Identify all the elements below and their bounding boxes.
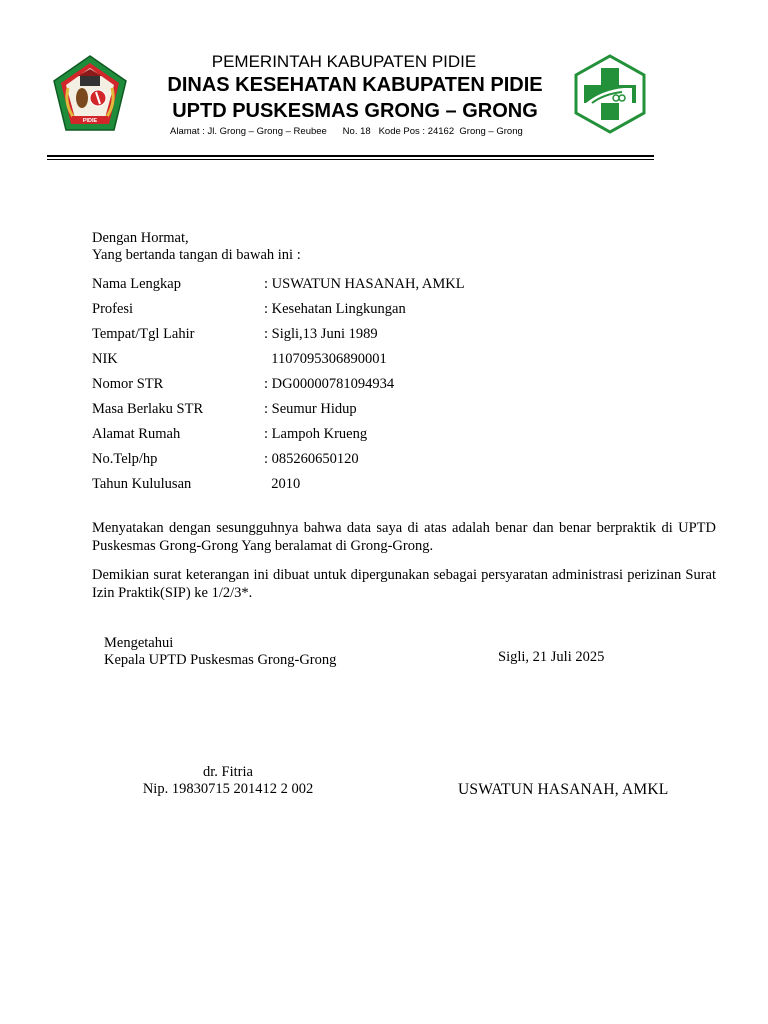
head-name: dr. Fitria [203, 764, 253, 780]
acknowledged-label: Mengetahui [104, 635, 174, 651]
field-value: : 085260650120 [264, 451, 359, 467]
field-label: Tahun Kululusan [92, 476, 192, 492]
field-value: : Seumur Hidup [264, 401, 357, 417]
field-value: 1107095306890001 [264, 351, 387, 367]
letterhead-divider-thick [47, 155, 654, 157]
government-title: PEMERINTAH KABUPATEN PIDIE [211, 52, 477, 71]
field-label: NIK [92, 351, 118, 367]
field-label: Nama Lengkap [92, 276, 181, 292]
salutation [92, 230, 301, 264]
head-nip: Nip. 19830715 201412 2 002 [142, 781, 314, 797]
field-label: No.Telp/hp [92, 451, 158, 467]
statement-paragraph: Menyatakan dengan sesungguhnya bahwa data saya di atas adalah benar dan benar berpraktik di UPTD Puskesmas Grong-Grong Yang beralamat di Grong-Grong. [92, 520, 716, 554]
field-value: 2010 [264, 476, 301, 492]
field-label: Masa Berlaku STR [92, 401, 204, 417]
purpose-paragraph: Demikian surat keterangan ini dibuat untuk dipergunakan sebagai persyaratan administrasi perizinan Surat Izin Praktik(SIP) ke 1/2/3*. [92, 567, 716, 601]
crest-banner-text: PIDIE [82, 117, 98, 124]
clinic-title: UPTD PUSKESMAS GRONG – GRONG [172, 100, 538, 122]
field-value: : Sigli,13 Juni 1989 [264, 326, 378, 342]
head-position: Kepala UPTD Puskesmas Grong-Grong [104, 652, 337, 668]
department-title: DINAS KESEHATAN KABUPATEN PIDIE [167, 74, 543, 96]
field-value: : DG00000781094934 [264, 376, 395, 392]
field-label: Profesi [92, 301, 134, 317]
acknowledgement-block [104, 635, 336, 669]
intro-line: Yang bertanda tangan di bawah ini : [92, 247, 301, 263]
field-label: Alamat Rumah [92, 426, 181, 442]
letterhead-divider-thin [47, 159, 654, 160]
field-label: Nomor STR [92, 376, 164, 392]
field-label: Tempat/Tgl Lahir [92, 326, 195, 342]
head-signature-block [140, 764, 316, 798]
field-value: : Kesehatan Lingkungan [264, 301, 406, 317]
clinic-address: Alamat : Jl. Grong – Grong – Reubee No. 18 Kode Pos : 24162 Grong – Grong [170, 126, 523, 137]
field-value: : Lampoh Krueng [264, 426, 368, 442]
greeting: Dengan Hormat, [92, 230, 189, 246]
place-date: Sigli, 21 Juli 2025 [498, 649, 605, 665]
applicant-name: USWATUN HASANAH, AMKL [458, 781, 669, 798]
field-value: : USWATUN HASANAH, AMKL [264, 276, 465, 292]
